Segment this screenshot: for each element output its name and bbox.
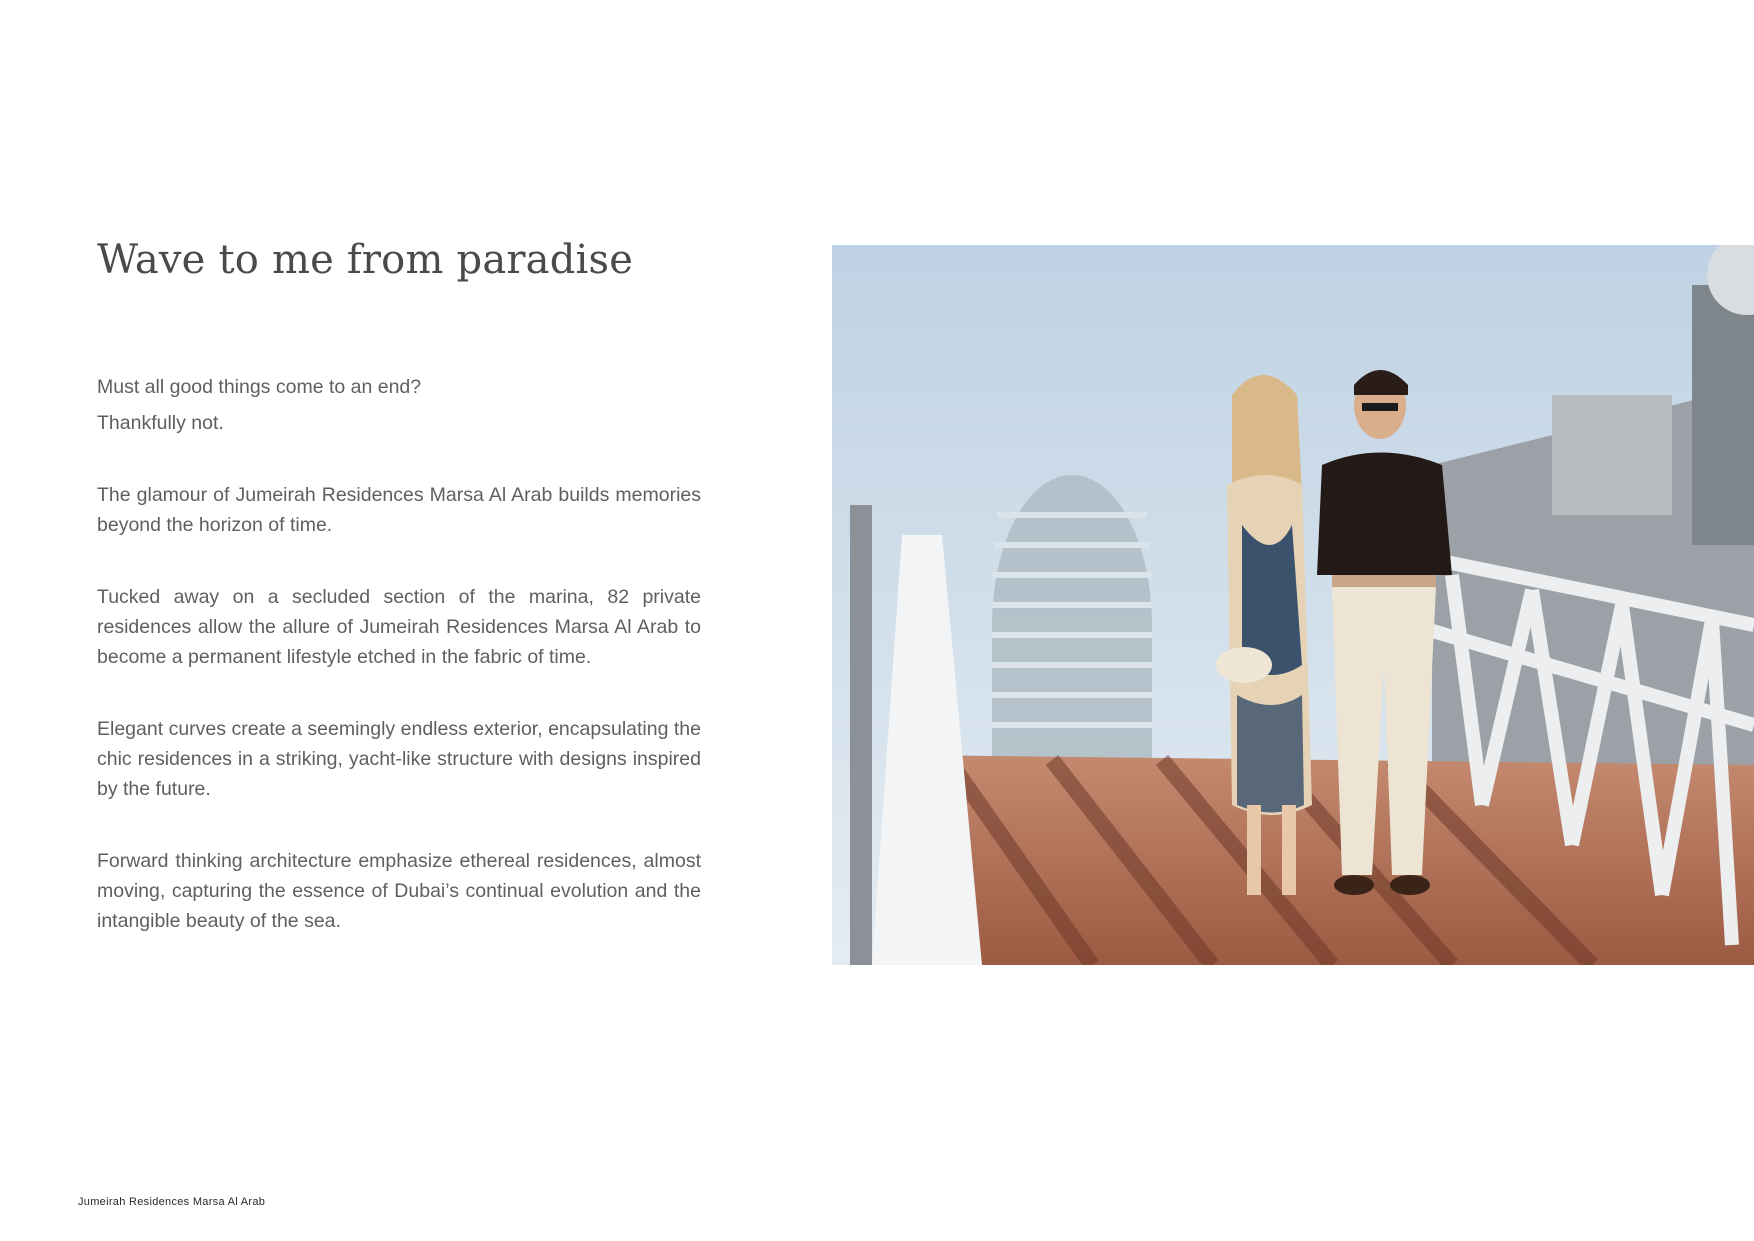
photo-illustration bbox=[832, 245, 1754, 965]
page-title: Wave to me from paradise bbox=[97, 237, 634, 283]
paragraph-lead-answer: Thankfully not. bbox=[97, 412, 224, 434]
paragraph-curves: Elegant curves create a seemingly endless exterior, encapsulating the chic residences in a striking, yacht-like structure with designs inspired by the future. bbox=[97, 718, 701, 800]
paragraph-glamour: The glamour of Jumeirah Residences Marsa Al Arab builds memories beyond the horizon of time. bbox=[97, 484, 701, 536]
paragraph-lead-question: Must all good things come to an end? bbox=[97, 376, 422, 398]
footer-brand: Jumeirah Residences Marsa Al Arab bbox=[78, 1196, 266, 1208]
couple-on-bridge-photo bbox=[832, 245, 1754, 965]
paragraph-secluded: Tucked away on a secluded section of the marina, 82 private residences allow the allure of Jumeirah Residences Marsa Al Arab to become a permanent lifestyle etched in the fabric of time. bbox=[97, 586, 701, 668]
distant-tower bbox=[992, 475, 1152, 795]
paragraph-architecture: Forward thinking architecture emphasize ethereal residences, almost moving, capturing the essence of Dubai’s continual evolution and the intangible beauty of the sea. bbox=[97, 850, 701, 932]
body-copy bbox=[97, 372, 701, 936]
